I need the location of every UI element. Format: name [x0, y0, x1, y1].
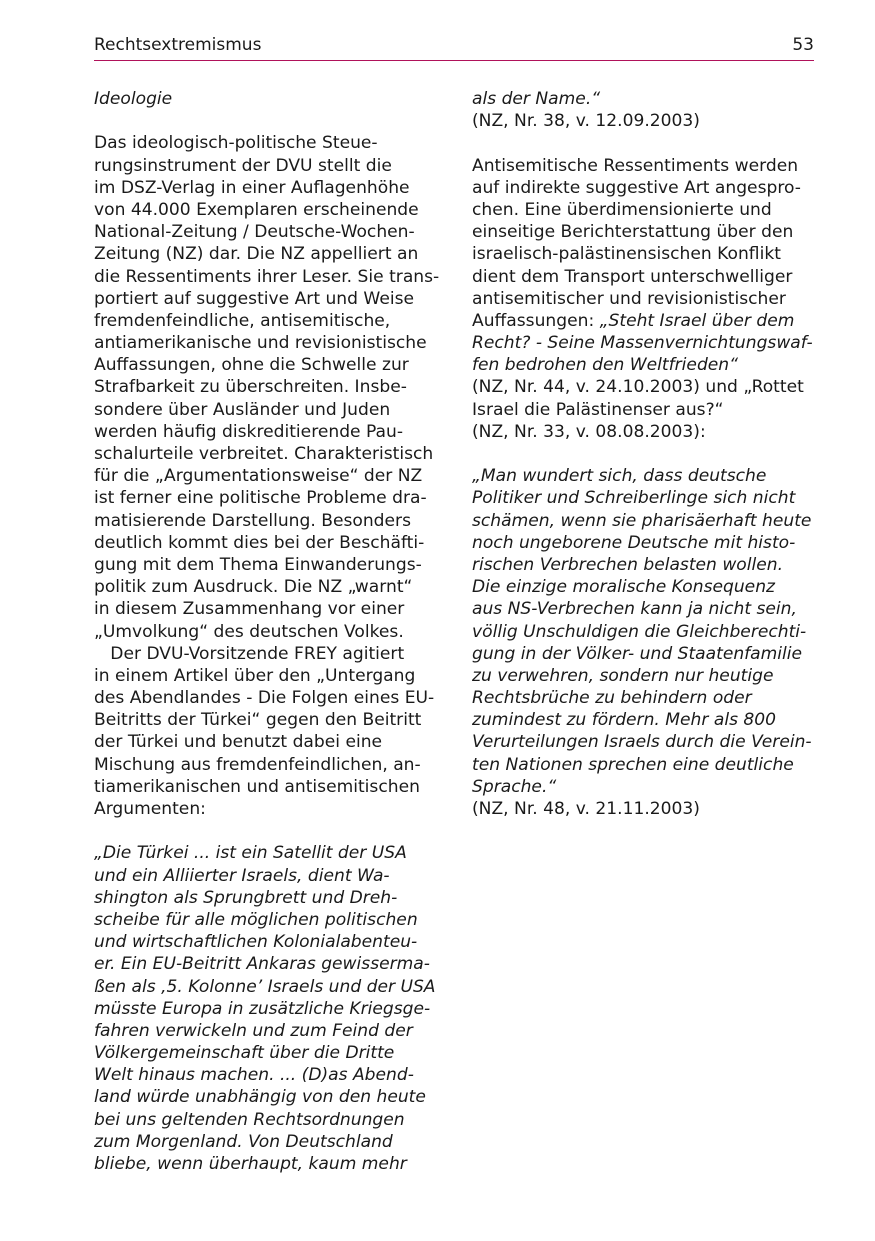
text-line: Die einzige moralische Konsequenz: [472, 577, 776, 598]
text-line: zumindest zu fördern. Mehr als 800: [472, 710, 777, 731]
text-line: israelisch-palästinensischen Konflikt: [472, 244, 781, 265]
text-line: ist ferner eine politische Probleme dra-: [94, 488, 427, 509]
text-line: noch ungeborene Deutsche mit histo-: [472, 532, 796, 553]
subheading: Ideologie: [94, 89, 173, 109]
citation-1: (NZ, Nr. 38, v. 12.09.2003): [472, 111, 700, 132]
quote-tuerkei: [94, 842, 439, 1175]
text-line: Politiker und Schreiberlinge sich nicht: [472, 488, 796, 509]
text-line: des Abendlandes - Die Folgen eines EU-: [94, 688, 435, 709]
text-line: ßen als ‚5. Kolonne’ Israels und der USA: [94, 976, 436, 997]
text-line: Der DVU-Vorsitzende FREY agitiert: [94, 643, 405, 664]
text-line: Das ideologisch-politische Steue-: [94, 133, 378, 154]
text-line: auf indirekte suggestive Art angespro-: [472, 177, 801, 198]
text-line: Antisemitische Ressentiments werden: [472, 155, 799, 176]
references: [472, 376, 817, 443]
text-line: ten Nationen sprechen eine deutliche: [472, 754, 794, 775]
text-line: schämen, wenn sie pharisäerhaft heute: [472, 510, 812, 531]
paragraph-ideology: [94, 132, 439, 820]
text-line: völlig Unschuldigen die Gleichberechti-: [472, 621, 807, 642]
text-line: Recht? - Seine Massenvernichtungswaf-: [472, 333, 813, 354]
text-line: gung in der Völker- und Staatenfamilie: [472, 643, 803, 664]
text-line: sondere über Ausländer und Juden: [94, 399, 391, 420]
text-line: Rechtsbrüche zu behindern oder: [472, 688, 752, 709]
text-line: fen bedrohen den Weltfrieden“: [472, 355, 738, 376]
text-line: bei uns geltenden Rechtsordnungen: [94, 1109, 405, 1130]
text-line: der Türkei und benutzt dabei eine: [94, 732, 383, 753]
text-line: in einem Artikel über den „Untergang: [94, 665, 416, 686]
text-line: er. Ein EU-Beitritt Ankaras gewisserma-: [94, 954, 430, 975]
text-line: antiamerikanische und revisionistische: [94, 333, 427, 354]
right-column: [472, 88, 817, 820]
text-line: und wirtschaftlichen Kolonialabenteu-: [94, 932, 418, 953]
text-line: deutlich kommt dies bei der Beschäfti-: [94, 532, 425, 553]
text-line: politik zum Ausdruck. Die NZ „warnt“: [94, 577, 413, 598]
text-line: Beitritts der Türkei“ gegen den Beitritt: [94, 710, 422, 731]
text-line: von 44.000 Exemplaren erscheinende: [94, 199, 419, 220]
text-line: Argumenten:: [94, 799, 206, 819]
text-line: bliebe, wenn überhaupt, kaum mehr: [94, 1154, 407, 1174]
text-line: Israel die Palästinenser aus?“: [472, 399, 724, 420]
text-line: „Umvolkung“ des deutschen Volkes.: [94, 621, 404, 642]
text-line: tiamerikanischen und antisemitischen: [94, 776, 420, 797]
text-line: Welt hinaus machen. ... (D)as Abend-: [94, 1065, 414, 1086]
section-title: Rechtsextremismus: [94, 35, 262, 55]
text-line: scheibe für alle möglichen politischen: [94, 909, 418, 930]
text-line: in diesem Zusammenhang vor einer: [94, 599, 405, 620]
text-line: Strafbarkeit zu überschreiten. Insbe-: [94, 377, 407, 398]
text-line: werden häufig diskreditierende Pau-: [94, 421, 404, 442]
text-line: Sprache.“: [472, 776, 557, 797]
inline-quote-start: „Steht Israel über dem: [599, 310, 795, 331]
text-line: Verurteilungen Israels durch die Verein-: [472, 732, 812, 753]
left-column: [94, 88, 439, 1175]
text-line: fahren verwickeln und zum Feind der: [94, 1020, 413, 1041]
text-line: Auffassungen, ohne die Schwelle zur: [94, 355, 409, 376]
text-line: fremdenfeindliche, antisemitische,: [94, 310, 391, 331]
text-line: und ein Alliierter Israels, dient Wa-: [94, 865, 390, 886]
text-line: gung mit dem Thema Einwanderungs-: [94, 554, 422, 575]
running-header: [94, 34, 814, 61]
text-line: aus NS-Verbrechen kann ja nicht sein,: [472, 599, 797, 620]
text-line: Völkergemeinschaft über die Dritte: [94, 1043, 395, 1064]
text-line: dient dem Transport unterschwelliger: [472, 266, 793, 287]
text-line: zum Morgenland. Von Deutschland: [94, 1131, 393, 1152]
text-line: (NZ, Nr. 44, v. 24.10.2003) und „Rottet: [472, 377, 804, 398]
text-line: matisierende Darstellung. Besonders: [94, 510, 411, 531]
paragraph-antisemitic: [472, 155, 817, 310]
text-line: die Ressentiments ihrer Leser. Sie trans-: [94, 266, 440, 287]
text-line: portiert auf suggestive Art und Weise: [94, 288, 415, 309]
page-number: 53: [792, 35, 814, 55]
text-line: rischen Verbrechen belasten wollen.: [472, 554, 784, 575]
text-line: National-Zeitung / Deutsche-Wochen-: [94, 222, 415, 243]
text-line: im DSZ-Verlag in einer Auflagenhöhe: [94, 177, 410, 198]
paragraph-line-with-quote: [472, 310, 817, 332]
text-line: „Die Türkei ... ist ein Satellit der USA: [94, 843, 407, 864]
quote-verbrechen: [472, 465, 817, 798]
text-line: (NZ, Nr. 33, v. 08.08.2003):: [472, 421, 706, 442]
text-line: „Man wundert sich, dass deutsche: [472, 466, 767, 487]
text-line: einseitige Berichterstattung über den: [472, 222, 794, 243]
text-line: Zeitung (NZ) dar. Die NZ appelliert an: [94, 244, 419, 265]
text-line: zu verwehren, sondern nur heutige: [472, 665, 774, 686]
text-line: müsste Europa in zusätzliche Kriegsge-: [94, 998, 431, 1019]
text-line: antisemitischer und revisionistischer: [472, 288, 786, 309]
inline-quote: [472, 332, 817, 376]
text-line: Mischung aus fremdenfeindlichen, an-: [94, 754, 421, 775]
text-line: schalurteile verbreitet. Charakteristisch: [94, 444, 434, 464]
text-line: land würde unabhängig von den heute: [94, 1087, 426, 1108]
text-line: shington als Sprungbrett und Dreh-: [94, 887, 398, 908]
text-line: rungsinstrument der DVU stellt die: [94, 155, 392, 176]
text-line: für die „Argumentationsweise“ der NZ: [94, 466, 423, 487]
citation-2: (NZ, Nr. 48, v. 21.11.2003): [472, 799, 700, 819]
lead-text: Auffassungen:: [472, 310, 600, 331]
quote-end-line: als der Name.“: [472, 89, 601, 109]
text-line: chen. Eine überdimensionierte und: [472, 199, 772, 220]
